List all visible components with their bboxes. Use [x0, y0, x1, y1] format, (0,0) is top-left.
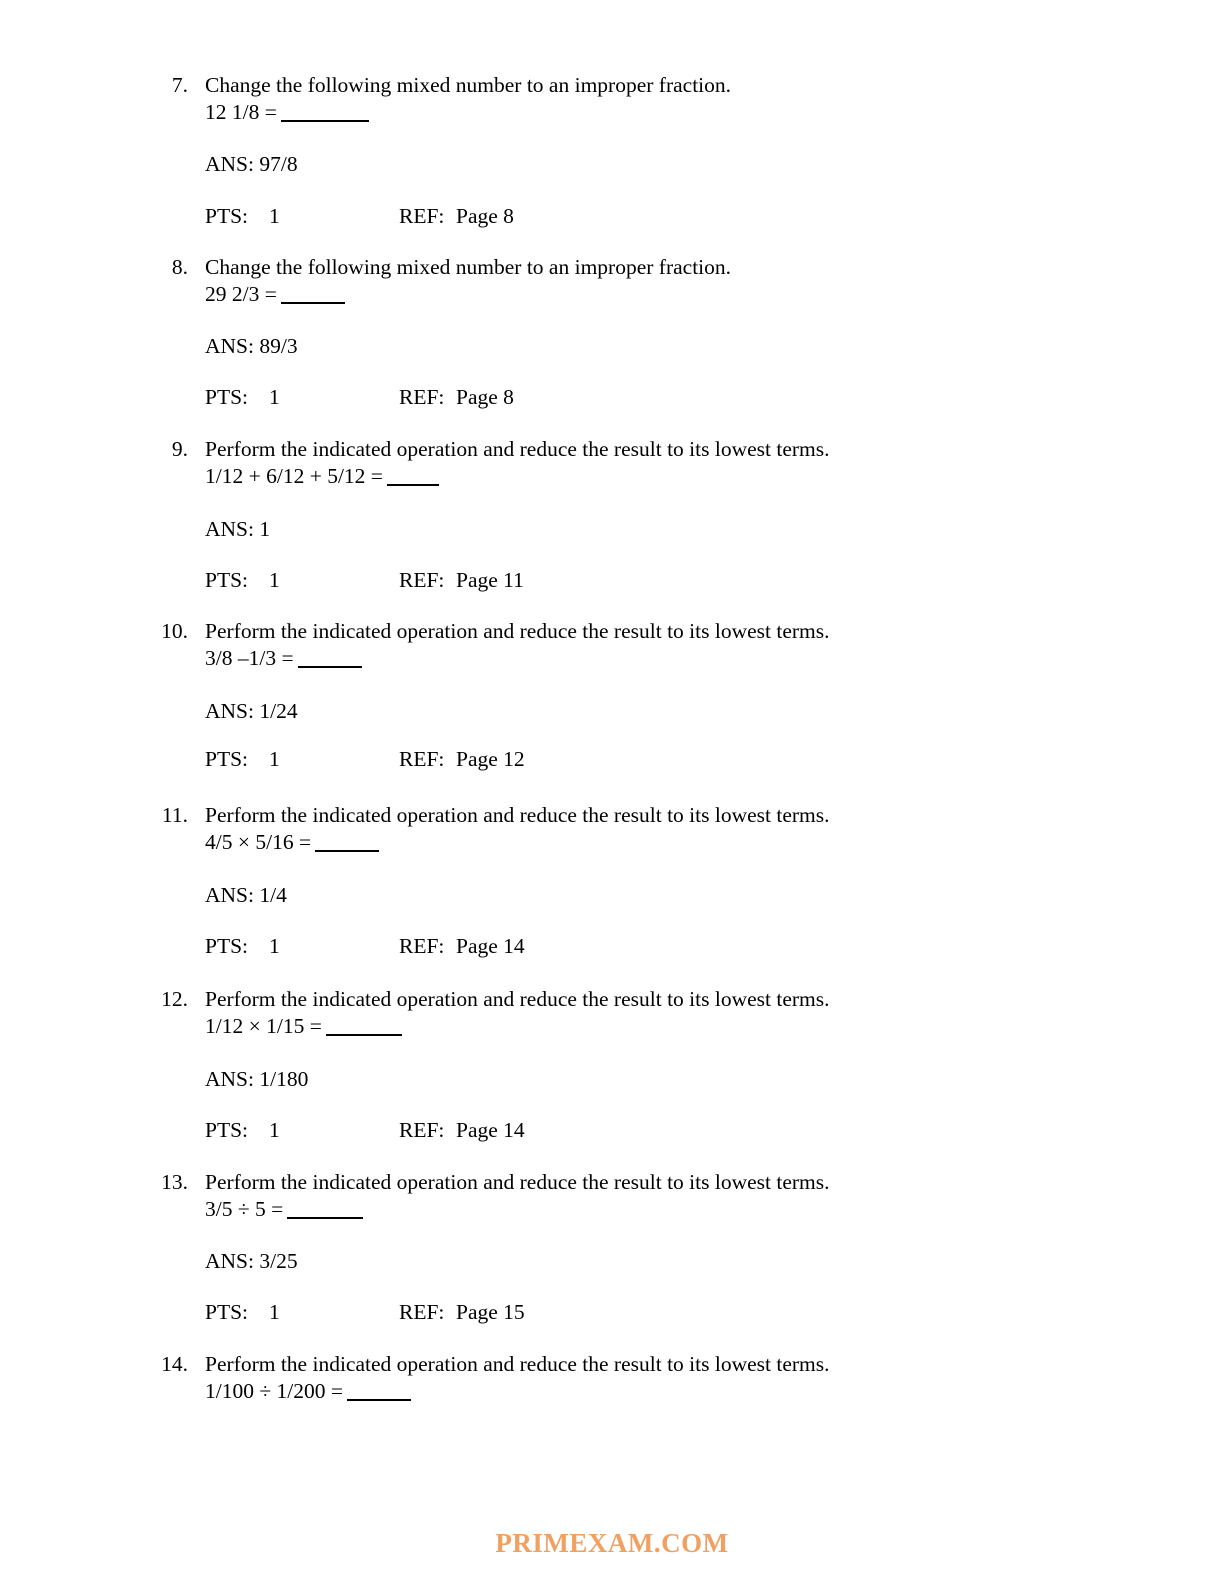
question-number: 10. — [161, 619, 188, 643]
watermark-footer: PRIMEXAM.COM — [495, 1528, 729, 1558]
question-number: 9. — [171, 437, 188, 461]
ans-label: ANS: — [205, 334, 254, 358]
ans-value: 1/24 — [259, 699, 298, 723]
question-expression: 3/5 ÷ 5 = — [205, 1197, 284, 1221]
pts-label: PTS: — [205, 204, 249, 228]
question-stem: Perform the indicated operation and reduce the result to its lowest terms. — [205, 1170, 830, 1194]
question-number: 13. — [161, 1170, 188, 1194]
ref-value: Page 8 — [456, 385, 514, 409]
ref-label: REF: — [399, 1118, 445, 1142]
answer-line — [205, 1248, 298, 1275]
pts-label: PTS: — [205, 1118, 249, 1142]
ans-value: 1/4 — [259, 883, 287, 907]
question-stem: Perform the indicated operation and reduce the result to its lowest terms. — [205, 987, 830, 1011]
question-number: 7. — [171, 73, 188, 97]
answer-line — [205, 882, 287, 909]
question-stem: Change the following mixed number to an improper fraction. — [205, 255, 732, 279]
answer-line — [205, 151, 298, 178]
question-stem: Perform the indicated operation and reduce the result to its lowest terms. — [205, 437, 830, 461]
question-number: 8. — [171, 255, 188, 279]
pts-value: 1 — [269, 568, 280, 592]
pts-label: PTS: — [205, 747, 249, 771]
pts-value: 1 — [269, 1118, 280, 1142]
pts-value: 1 — [269, 385, 280, 409]
question-expression: 4/5 × 5/16 = — [205, 830, 312, 854]
ans-label: ANS: — [205, 1249, 254, 1273]
question-expression: 1/12 × 1/15 = — [205, 1014, 322, 1038]
ans-label: ANS: — [205, 1067, 254, 1091]
ans-label: ANS: — [205, 699, 254, 723]
pts-value: 1 — [269, 204, 280, 228]
question-number: 12. — [161, 987, 188, 1011]
ref-label: REF: — [399, 1300, 445, 1324]
ref-value: Page 14 — [456, 1118, 525, 1142]
pts-value: 1 — [269, 747, 280, 771]
question-expression: 1/100 ÷ 1/200 = — [205, 1379, 343, 1403]
ref-value: Page 8 — [456, 204, 514, 228]
ans-label: ANS: — [205, 517, 254, 541]
question-stem: Change the following mixed number to an improper fraction. — [205, 73, 732, 97]
answer-line — [205, 516, 270, 543]
answer-blank — [326, 1014, 402, 1036]
question-number: 14. — [161, 1352, 188, 1376]
question-expression: 1/12 + 6/12 + 5/12 = — [205, 464, 383, 488]
answer-blank — [281, 100, 369, 122]
ans-value: 1/180 — [259, 1067, 309, 1091]
question-number: 11. — [161, 803, 188, 827]
question-stem: Perform the indicated operation and reduce the result to its lowest terms. — [205, 619, 830, 643]
pts-label: PTS: — [205, 934, 249, 958]
pts-label: PTS: — [205, 1300, 249, 1324]
question-expression: 12 1/8 = — [205, 100, 277, 124]
question-stem: Perform the indicated operation and reduce the result to its lowest terms. — [205, 1352, 830, 1376]
question-expression: 29 2/3 = — [205, 282, 277, 306]
pts-value: 1 — [269, 934, 280, 958]
answer-line — [205, 333, 298, 360]
ans-value: 89/3 — [259, 334, 298, 358]
pts-value: 1 — [269, 1300, 280, 1324]
answer-blank — [387, 464, 439, 486]
ref-label: REF: — [399, 568, 445, 592]
answer-line — [205, 1066, 308, 1093]
pts-label: PTS: — [205, 568, 249, 592]
ref-label: REF: — [399, 204, 445, 228]
answer-blank — [347, 1379, 411, 1401]
ref-label: REF: — [399, 747, 445, 771]
answer-blank — [315, 830, 379, 852]
answer-blank — [298, 646, 362, 668]
question-expression: 3/8 –1/3 = — [205, 646, 294, 670]
ref-value: Page 12 — [456, 747, 525, 771]
ans-label: ANS: — [205, 152, 254, 176]
pts-label: PTS: — [205, 385, 249, 409]
answer-line — [205, 698, 298, 725]
ref-value: Page 15 — [456, 1300, 525, 1324]
ans-value: 97/8 — [259, 152, 298, 176]
ans-value: 1 — [259, 517, 271, 541]
ref-value: Page 11 — [456, 568, 524, 592]
ref-label: REF: — [399, 934, 445, 958]
ref-value: Page 14 — [456, 934, 525, 958]
question-stem: Perform the indicated operation and reduce the result to its lowest terms. — [205, 803, 830, 827]
answer-blank — [281, 282, 345, 304]
answer-blank — [287, 1197, 363, 1219]
ref-label: REF: — [399, 385, 445, 409]
ans-value: 3/25 — [259, 1249, 298, 1273]
ans-label: ANS: — [205, 883, 254, 907]
